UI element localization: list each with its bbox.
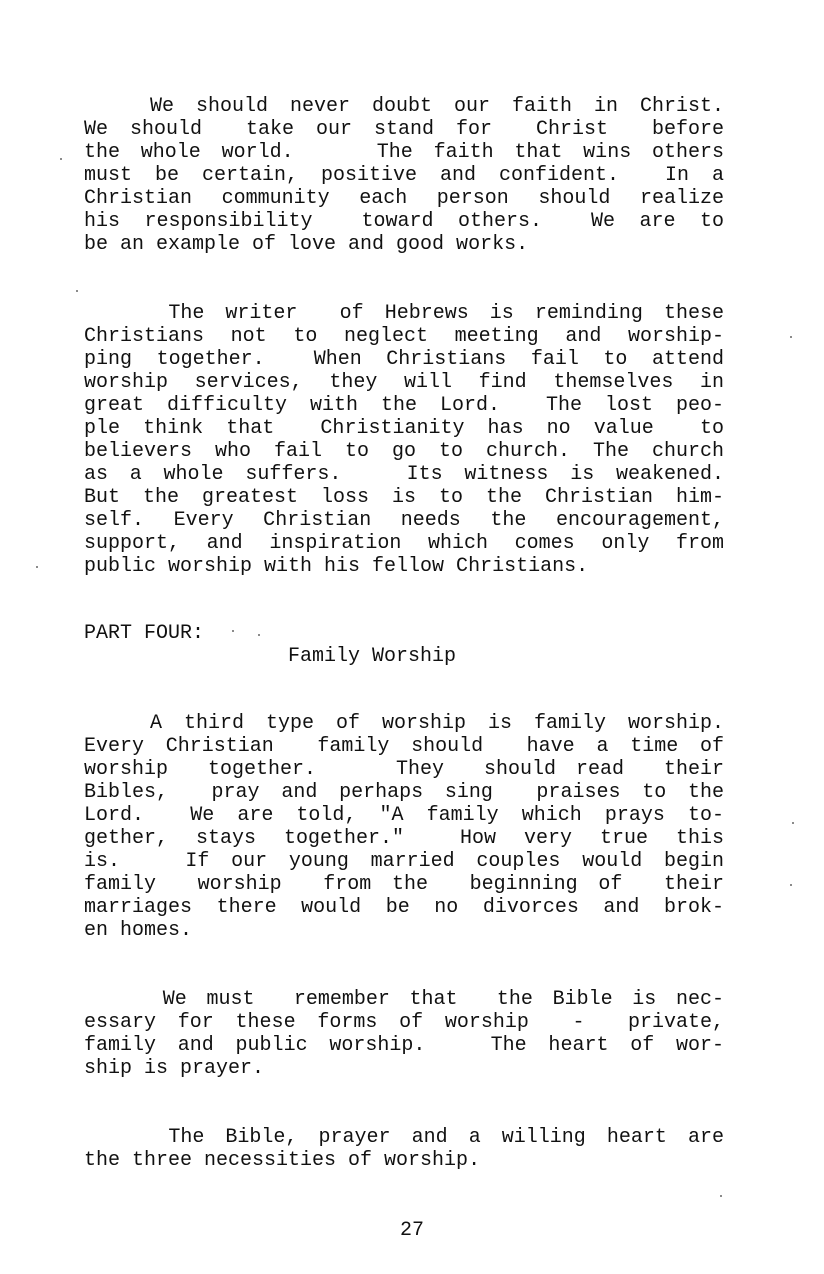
paragraph-line: We must remember that the Bible is nec- [84, 988, 724, 1011]
paragraph-line: public worship with his fellow Christians. [84, 555, 589, 578]
paragraph-line: family and public worship. The heart of wor- [84, 1034, 724, 1057]
paragraph-line: Bibles, pray and perhaps sing praises to the [84, 781, 724, 804]
paragraph-3 [84, 712, 724, 942]
scan-speck [720, 1195, 722, 1197]
paragraph-line: great difficulty with the Lord. The lost peo- [84, 394, 724, 417]
paragraph-2 [84, 302, 724, 578]
paragraph-line: his responsibility toward others. We are to [84, 210, 724, 233]
paragraph-line: A third type of worship is family worship. [84, 712, 724, 735]
paragraph-line: Christians not to neglect meeting and worship- [84, 325, 724, 348]
paragraph-line: as a whole suffers. Its witness is weakened. [84, 463, 724, 486]
scan-speck [792, 822, 794, 824]
paragraph-line: family worship from the beginning of their [84, 873, 724, 896]
paragraph-line: is. If our young married couples would begin [84, 850, 724, 873]
paragraph-line: ple think that Christianity has no value to [84, 417, 724, 440]
paragraph-line: worship services, they will find themselves in [84, 371, 724, 394]
scan-speck [36, 566, 38, 568]
paragraph-line: ship is prayer. [84, 1057, 265, 1080]
paragraph-line: We should take our stand for Christ before [84, 118, 724, 141]
paragraph-5 [84, 1126, 724, 1172]
paragraph-line: the whole world. The faith that wins others [84, 141, 724, 164]
paragraph-line: Every Christian family should have a time of [84, 735, 724, 758]
scan-speck [60, 158, 62, 160]
paragraph-line: But the greatest loss is to the Christian him- [84, 486, 724, 509]
paragraph-line: believers who fail to go to church. The church [84, 440, 724, 463]
page-number: 27 [399, 1219, 424, 1242]
paragraph-line: be an example of love and good works. [84, 233, 529, 256]
paragraph-line: The Bible, prayer and a willing heart are [84, 1126, 724, 1149]
paragraph-line: self. Every Christian needs the encouragement, [84, 509, 724, 532]
paragraph-line: marriages there would be no divorces and brok- [84, 896, 724, 919]
paragraph-line: ping together. When Christians fail to attend [84, 348, 724, 371]
scan-speck [76, 290, 78, 292]
paragraph-line: en homes. [84, 919, 193, 942]
paragraph-line: Lord. We are told, "A family which prays to- [84, 804, 724, 827]
paragraph-line: the three necessities of worship. [84, 1149, 481, 1172]
scan-speck [790, 884, 792, 886]
paragraph-line: essary for these forms of worship - private, [84, 1011, 724, 1034]
scan-speck [232, 630, 234, 632]
scan-speck [790, 336, 792, 338]
section-title: Family Worship [288, 645, 457, 668]
paragraph-line: worship together. They should read their [84, 758, 724, 781]
paragraph-line: support, and inspiration which comes only from [84, 532, 724, 555]
paragraph-line: gether, stays together." How very true this [84, 827, 724, 850]
paragraph-line: Christian community each person should realize [84, 187, 724, 210]
paragraph-line: The writer of Hebrews is reminding these [84, 302, 724, 325]
paragraph-line: must be certain, positive and confident. In a [84, 164, 724, 187]
part-label: PART FOUR: [84, 622, 205, 645]
paragraph-1 [84, 95, 724, 256]
scan-speck [258, 634, 260, 636]
paragraph-4 [84, 988, 724, 1080]
paragraph-line: We should never doubt our faith in Christ. [84, 95, 724, 118]
